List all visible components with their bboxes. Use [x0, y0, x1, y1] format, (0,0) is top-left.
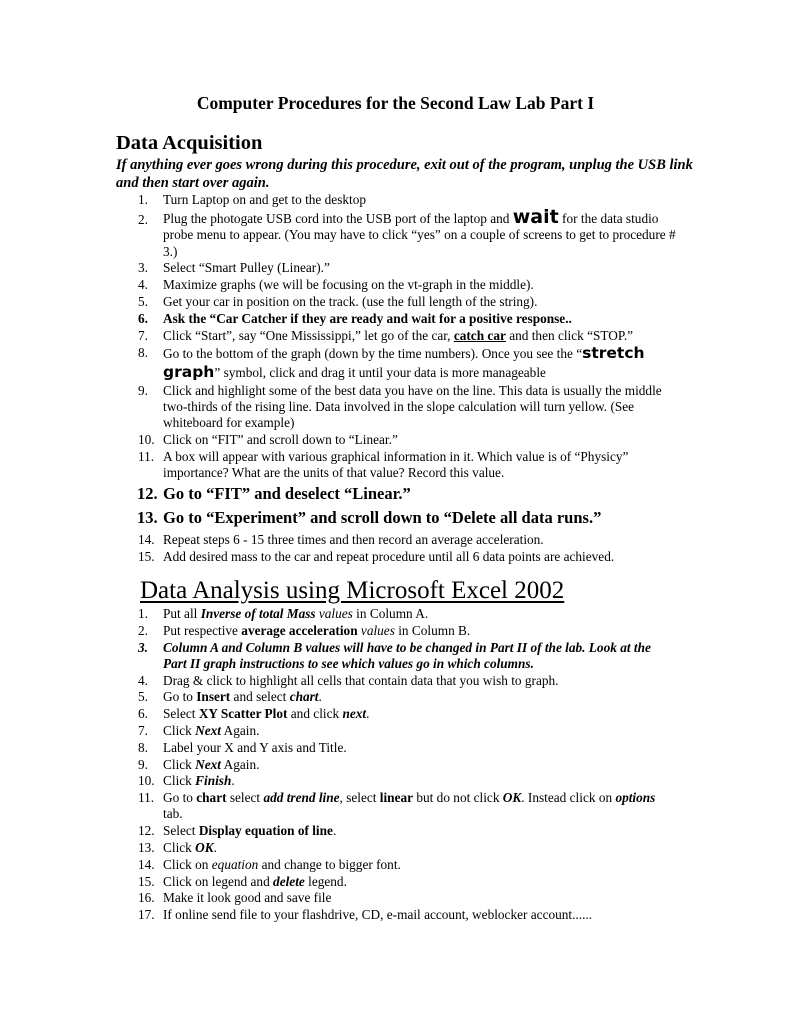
list-item: 4. Maximize graphs (we will be focusing on the vt-graph in the middle).	[138, 277, 534, 293]
list-item: 8. Label your X and Y axis and Title.	[138, 739, 347, 755]
list-item: 9. Click Next Again.	[138, 756, 260, 772]
list-item: 4. Drag & click to highlight all cells that contain data that you wish to graph.	[138, 672, 559, 688]
catch-car-emphasis: catch car	[453, 327, 506, 343]
list-item: 11. A box will appear with various graphical information in it. Which value is of “Physicy” importance? What are the units of that value? Record this value.	[138, 448, 629, 481]
list-item: 5. Get your car in position on the track. (use the full length of the string).	[138, 294, 538, 309]
list-item: 13. Go to “Experiment” and scroll down to “Delete all data runs.”	[137, 508, 602, 528]
list-item: 10. Click on “FIT” and scroll down to “Linear.”	[138, 432, 398, 448]
analysis-steps	[116, 606, 676, 924]
list-item: 15. Click on legend and delete legend.	[138, 873, 347, 889]
list-item: 2. Plug the photogate USB cord into the USB port of the laptop and wait for the data studio probe menu to appear. (You may have to click “yes” on a couple of screens to get to procedure # 3.)	[138, 206, 676, 259]
acquisition-steps	[116, 192, 676, 566]
list-item: 8. Go to the bottom of the graph (down by the time numbers). Once you see the “stretch graph” symbol, click and drag it until your data is more manageable	[138, 344, 645, 382]
list-item: 12. Go to “FIT” and deselect “Linear.”	[137, 484, 411, 504]
list-item: 7. Click Next Again.	[138, 722, 260, 738]
section-heading-data-acquisition: Data Acquisition	[116, 132, 263, 154]
list-item: 1. Turn Laptop on and get to the desktop	[138, 192, 367, 207]
list-item: 6. Ask the “Car Catcher if they are ready and wait for a positive response..	[138, 310, 572, 326]
list-item: 14. Repeat steps 6 - 15 three times and then record an average acceleration.	[138, 532, 544, 548]
stretch-graph-emphasis: stretch graph	[163, 344, 645, 382]
section-heading-data-analysis: Data Analysis using Microsoft Excel 2002	[140, 577, 565, 604]
document-title: Computer Procedures for the Second Law Lab Part I	[196, 93, 595, 113]
list-item: 11. Go to chart select add trend line, select linear but do not click OK. Instead click on options tab.	[138, 790, 656, 822]
list-item: 9. Click and highlight some of the best data you have on the line. This data is usually the middle two-thirds of the rising line. Data involved in the slope calculation will turn yellow. (See whiteboard for example)	[138, 382, 662, 431]
list-item: 2. Put respective average acceleration values in Column B.	[138, 622, 471, 638]
list-item: 3. Select “Smart Pulley (Linear).”	[138, 260, 330, 276]
list-item: 13. Click OK.	[138, 839, 217, 855]
list-item: 16. Make it look good and save file	[138, 890, 332, 906]
list-item: 7. Click “Start”, say “One Mississippi,” let go of the car, catch car and then click “STOP.”	[138, 327, 634, 343]
list-item: 17. If online send file to your flashdrive, CD, e-mail account, weblocker account......	[138, 907, 593, 923]
warning-text: If anything ever goes wrong during this procedure, exit out of the program, unplug the USB link and then start over again.	[116, 157, 693, 191]
list-item: 14. Click on equation and change to bigger font.	[138, 856, 401, 872]
list-item: 5. Go to Insert and select chart.	[138, 689, 322, 705]
wait-emphasis: wait	[512, 206, 559, 229]
list-item: 6. Select XY Scatter Plot and click next.	[138, 706, 370, 722]
list-item: 3. Column A and Column B values will have to be changed in Part II of the lab. Look at the Part II graph instructions to see which values go in which columns.	[138, 639, 651, 671]
list-item: 15. Add desired mass to the car and repeat procedure until all 6 data points are achieved.	[138, 549, 615, 565]
list-item: 10. Click Finish.	[138, 773, 235, 789]
list-item: 12. Select Display equation of line.	[138, 823, 337, 839]
list-item: 1. Put all Inverse of total Mass values in Column A.	[138, 606, 429, 621]
